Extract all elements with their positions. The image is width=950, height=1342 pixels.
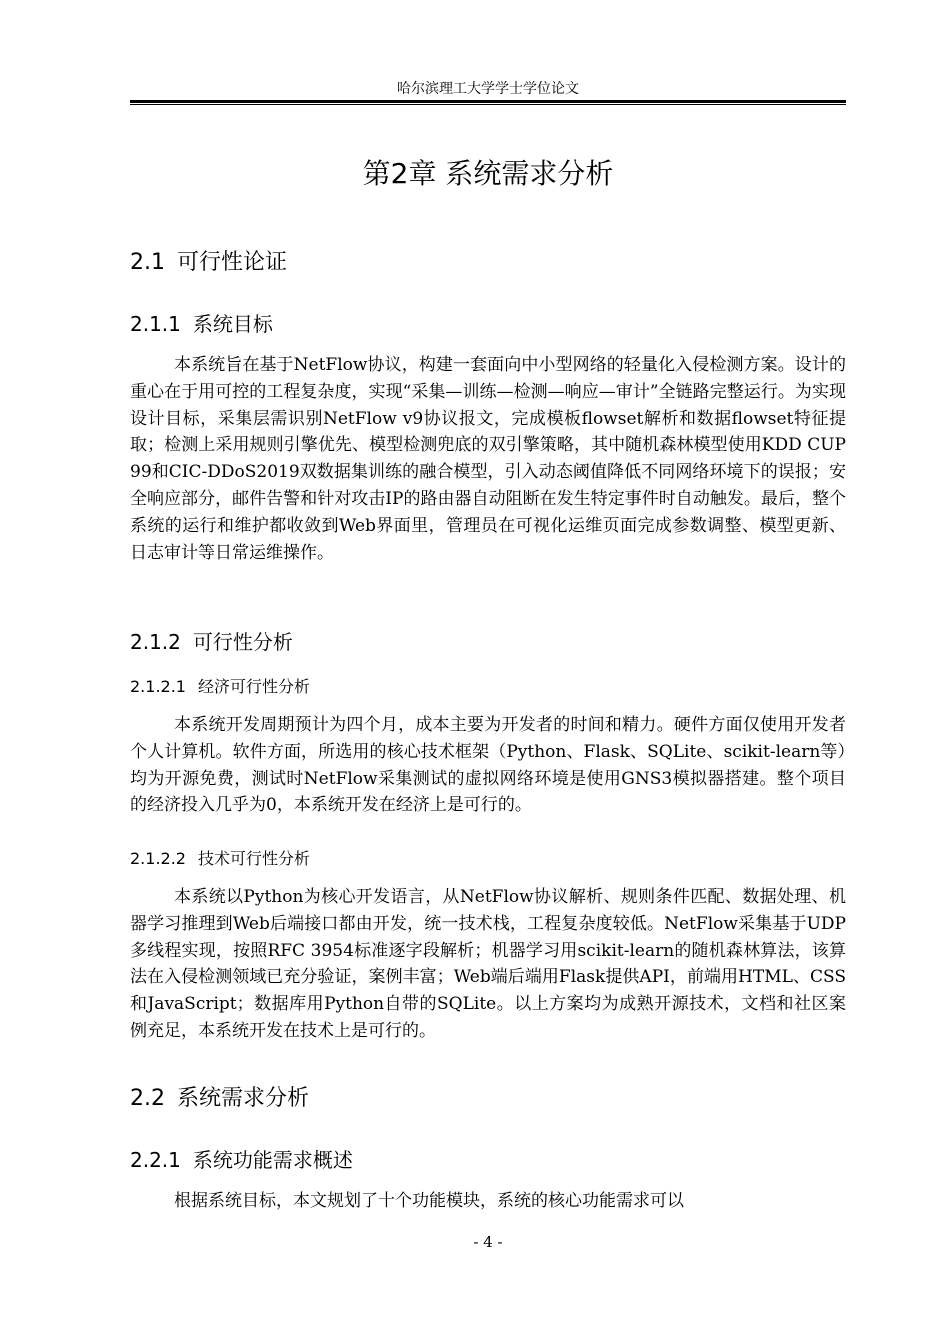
- header-rule-thin: [130, 104, 846, 105]
- section-title: 技术可行性分析: [197, 849, 310, 868]
- section-title: 可行性分析: [192, 630, 293, 654]
- section-title: 可行性论证: [177, 250, 288, 275]
- section-number: 2.1: [130, 250, 165, 275]
- section-heading-2-2: [130, 1084, 309, 1114]
- paragraph-economic-feasibility: 本系统开发周期预计为四个月，成本主要为开发者的时间和精力。硬件方面仅使用开发者个人计算机。软件方面，所选用的核心技术框架（Python、Flask、SQLite、scikit-learn等）均为开源免费，测试时NetFlow采集测试的虚拟网络环境是使用GNS3模拟器搭建。整个项目的经济投入几乎为0，本系统开发在经济上是可行的。: [130, 715, 846, 816]
- section-number: 2.2.1: [130, 1148, 181, 1172]
- running-header: 哈尔滨理工大学学士学位论文: [397, 81, 579, 97]
- paragraph-system-goal: 本系统旨在基于NetFlow协议，构建一套面向中小型网络的轻量化入侵检测方案。设计的重心在于用可控的工程复杂度，实现“采集—训练—检测—响应—审计”全链路完整运行。为实现设计目标，采集层需识别NetFlow v9协议报文，完成模板flowset解析和数据flowset特征提取；检测上采用规则引擎优先、模型检测兜底的双引擎策略，其中随机森林模型使用KDD CUP 99和CIC-DDoS2019双数据集训练的融合模型，引入动态阈值降低不同网络环境下的误报；安全响应部分，邮件告警和针对攻击IP的路由器自动阻断在发生特定事件时自动触发。最后，整个系统的运行和维护都收敛到Web界面里，管理员在可视化运维页面完成参数调整、模型更新、日志审计等日常运维操作。: [130, 355, 846, 563]
- paragraph-technical-feasibility: 本系统以Python为核心开发语言，从NetFlow协议解析、规则条件匹配、数据处理、机器学习推理到Web后端接口都由开发，统一技术栈，工程复杂度较低。NetFlow采集基于UDP多线程实现，按照RFC 3954标准逐字段解析；机器学习用scikit-learn的随机森林算法，该算法在入侵检测领域已充分验证，案例丰富；Web端后端用Flask提供API，前端用HTML、CSS和JavaScript；数据库用Python自带的SQLite。以上方案均为成熟开源技术，文档和社区案例充足，本系统开发在技术上是可行的。: [130, 887, 846, 1041]
- section-number: 2.1.2: [130, 630, 181, 654]
- paragraph-function-overview: 根据系统目标，本文规划了十个功能模块，系统的核心功能需求可以: [174, 1191, 684, 1211]
- section-heading-2-1-2-2: [130, 848, 310, 870]
- section-heading-2-2-1: [130, 1146, 353, 1174]
- section-number: 2.2: [130, 1086, 165, 1111]
- section-heading-2-1-2-1: [130, 676, 310, 698]
- page-number: - 4 -: [473, 1233, 503, 1251]
- section-title: 系统目标: [192, 312, 273, 336]
- section-heading-2-1-2: [130, 628, 293, 656]
- section-number: 2.1.2.2: [130, 849, 186, 868]
- section-title: 系统功能需求概述: [192, 1148, 353, 1172]
- section-heading-2-1-1: [130, 310, 273, 338]
- chapter-title: 第2章 系统需求分析: [362, 157, 614, 190]
- section-title: 经济可行性分析: [197, 677, 310, 696]
- section-title: 系统需求分析: [177, 1086, 310, 1111]
- header-rule-thick: [130, 100, 846, 103]
- section-heading-2-1: [130, 248, 287, 278]
- section-number: 2.1.1: [130, 312, 181, 336]
- section-number: 2.1.2.1: [130, 677, 186, 696]
